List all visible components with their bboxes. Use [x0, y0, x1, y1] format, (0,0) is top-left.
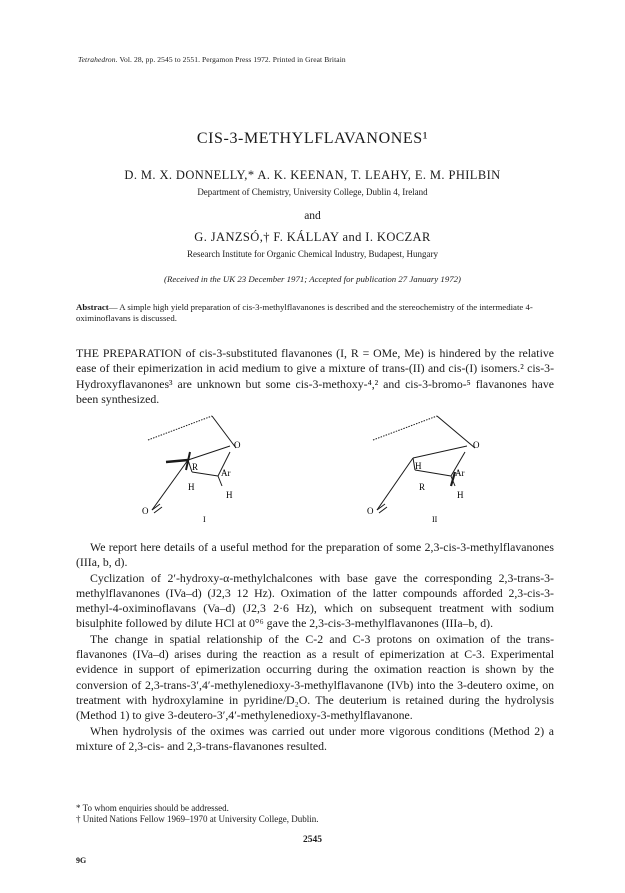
intro-paragraph	[76, 346, 554, 407]
structure-I-atom-H1: H	[188, 482, 195, 492]
journal-name: Tetrahedron.	[78, 55, 118, 64]
paragraph-1: We report here details of a useful method for the preparation of some 2,3-cis-3-methylflavanones (IIIa, b, d).	[76, 540, 554, 570]
intro-lead: THE PREPARATION	[76, 346, 182, 360]
footnote-1: * To whom enquiries should be addressed.	[76, 803, 229, 813]
structure-II-label: II	[432, 515, 438, 524]
authors-group-2: G. JANZSÓ,† F. KÁLLAY and I. KOCZAR	[194, 230, 431, 244]
journal-citation	[78, 55, 346, 64]
paper-title: CIS-3-METHYLFLAVANONES¹	[196, 130, 429, 147]
paragraph-2: Cyclization of 2′-hydroxy-α-methylchalcones with base gave the corresponding 2,3-trans-3-methylflavanones (IVa–d) (J2,3 12 Hz). Oximation of the latter compounds afforded 2,3-cis-3-methyl-4-oximinoflavans (Va–d) (J2,3 2·6 Hz), which on subsequent treatment with sodium bisulphite followed by dilute HCl at 0°⁶ gave the 2,3-cis-3-methylflavanones (IIIa–b, d).	[76, 570, 554, 631]
structure-II-atom-O1: O	[473, 440, 480, 450]
footnote-2: † United Nations Fellow 1969–1970 at University College, Dublin.	[76, 814, 319, 824]
structure-II-atom-Ar: Ar	[455, 468, 465, 478]
abstract	[76, 302, 556, 324]
structure-I-atom-O1: O	[234, 440, 241, 450]
affiliation-1: Department of Chemistry, University College, Dublin 4, Ireland	[197, 187, 428, 197]
abstract-text: — A simple high yield preparation of cis-3-methylflavanones is described and the stereochemistry of the intermediate 4-oximinoflavans is discussed.	[76, 302, 533, 323]
structure-I-atom-R: R	[192, 462, 199, 472]
structure-II-atom-H1: H	[415, 461, 422, 471]
signature-mark: 9G	[76, 856, 87, 865]
structure-II-atom-H2: H	[457, 490, 464, 500]
and-separator: and	[304, 210, 321, 222]
body-text	[76, 540, 554, 754]
authors-group-1: D. M. X. DONNELLY,* A. K. KEENAN, T. LEAHY, E. M. PHILBIN	[124, 168, 501, 182]
intro-text: of cis-3-substituted flavanones (I, R = OMe, Me) is hindered by the relative ease of their epimerization in acid medium to give a mixture of trans-(II) and cis-(I) isomers.² cis-3-Hydroxyflavanones³ are unknown but some cis-3-methoxy-⁴,² and cis-3-bromo-⁵ flavanones have been synthesized.	[76, 346, 554, 406]
structure-I-atom-Ar: Ar	[221, 468, 231, 478]
structure-I-atom-H2: H	[226, 490, 233, 500]
structure-I	[130, 412, 260, 524]
structure-I-label: I	[203, 515, 206, 524]
page-number: 2545	[303, 835, 322, 845]
abstract-label: Abstract	[76, 302, 109, 312]
paragraph-4: When hydrolysis of the oximes was carried out under more vigorous conditions (Method 2) a mixture of 2,3-cis- and 2,3-trans-flavanones resulted.	[76, 723, 554, 753]
structure-I-atom-O2: O	[142, 506, 149, 516]
citation-details: Vol. 28, pp. 2545 to 2551. Pergamon Press 1972. Printed in Great Britain	[119, 55, 346, 64]
structure-II-atom-R: R	[419, 482, 426, 492]
structure-II	[355, 412, 495, 524]
structure-II-atom-O2: O	[367, 506, 374, 516]
footnotes	[76, 803, 556, 825]
received-dates: (Received in the UK 23 December 1971; Accepted for publication 27 January 1972)	[164, 274, 461, 284]
affiliation-2: Research Institute for Organic Chemical Industry, Budapest, Hungary	[187, 249, 438, 259]
paragraph-3: The change in spatial relationship of the C-2 and C-3 protons on oximation of the trans-flavanones (IVa–d) arises during the reaction as a result of epimerization at C-3. Experimental evidence in support of epimerization occurring during the oximation reaction is shown by the conversion of 2,3-trans-3′,4′-methylenedioxy-3-methylflavanone (IVb) into the 3-deutero oxime, on treatment with hydroxylamine in pyridine/D₂O. The deuterium is retained during the hydrolysis (Method 1) to give 3-deutero-3′,4′-methylenedioxy-3-methylflavanone.	[76, 631, 554, 723]
